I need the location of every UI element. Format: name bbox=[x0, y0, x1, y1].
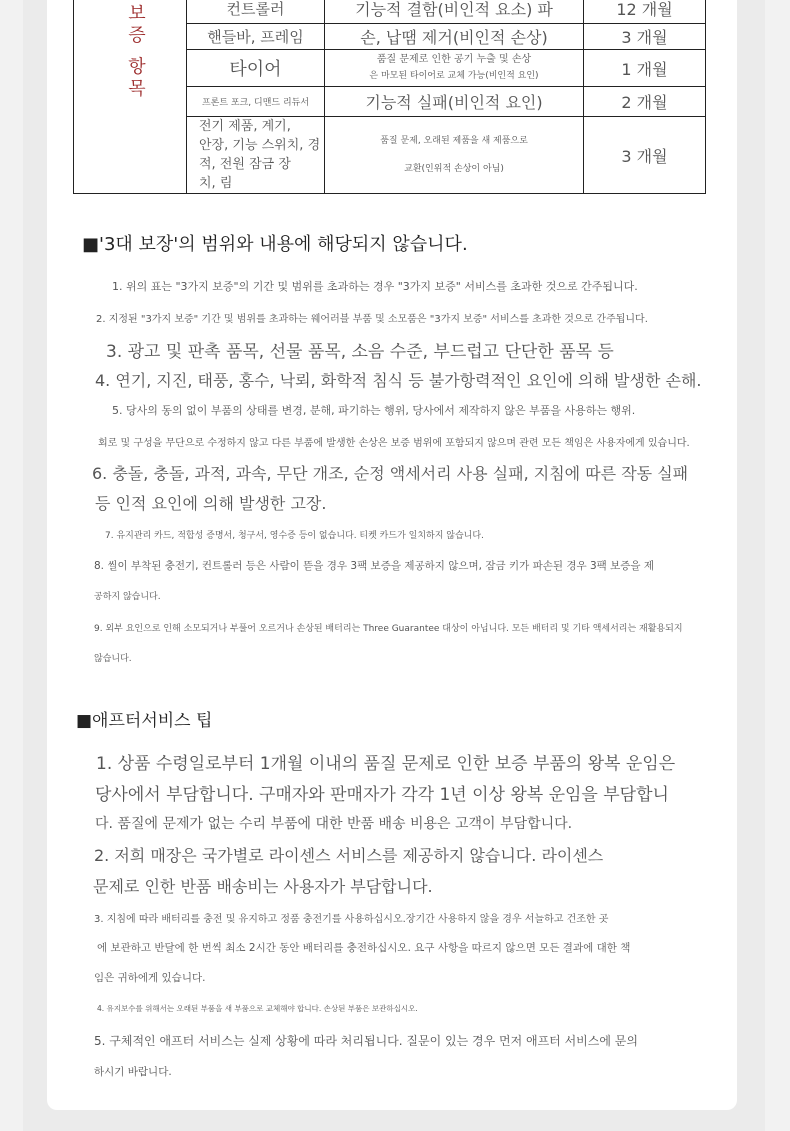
condition-line: 교환(인위적 손상이 아님) bbox=[404, 164, 504, 174]
after-service-line: 4. 유지보수를 위해서는 오래된 부품을 새 부품으로 교체해야 합니다. 손상된 부품은 보관하십시오. bbox=[97, 1004, 418, 1013]
condition-line: 품질 문제, 오래된 제품을 새 제품으로 bbox=[380, 136, 528, 146]
after-service-line: 하시기 바랍니다. bbox=[94, 1066, 172, 1078]
part-line: 전기 제품, 계기, bbox=[199, 119, 291, 134]
part-cell: 타이어 bbox=[187, 50, 325, 87]
period-cell: 3 개월 bbox=[584, 117, 706, 194]
period-cell: 3 개월 bbox=[584, 24, 706, 50]
after-service-line: 당사에서 부담합니다. 구매자와 판매자가 각각 1년 이상 왕복 운임을 부담합니 bbox=[95, 785, 669, 805]
table-row bbox=[74, 0, 706, 24]
condition-line: 은 마모된 타이어로 교체 가능(비인적 요인) bbox=[369, 71, 539, 81]
part-line: 치, 림 bbox=[199, 176, 233, 191]
exclusion-line: 8. 씰이 부착된 충전기, 컨트롤러 등은 사람이 뜯을 경우 3팩 보증을 제공하지 않으며, 잠금 키가 파손된 경우 3팩 보증을 제 bbox=[94, 560, 655, 572]
exclusion-line: 7. 유지관리 카드, 적합성 증명서, 청구서, 영수증 등이 없습니다. 티켓 카드가 일치하지 않습니다. bbox=[105, 531, 484, 541]
exclusion-line: 9. 외부 요인으로 인해 소모되거나 부풀어 오르거나 손상된 배터리는 Three Guarantee 대상이 아닙니다. 모든 배터리 및 기타 액세서리는 재활용되지 bbox=[94, 624, 683, 634]
part-cell: 핸들바, 프레임 bbox=[187, 24, 325, 50]
part-line: 적, 전원 잠금 장 bbox=[199, 157, 291, 172]
after-service-line: 5. 구체적인 애프터 서비스는 실제 상황에 따라 처리됩니다. 질문이 있는 경우 먼저 애프터 서비스에 문의 bbox=[94, 1034, 638, 1048]
condition-cell bbox=[325, 50, 584, 87]
exclusion-line: 않습니다. bbox=[94, 654, 132, 664]
period-cell: 12 개월 bbox=[584, 0, 706, 24]
condition-cell: 기능적 실패(비인적 요인) bbox=[325, 87, 584, 117]
after-service-title: ■애프터서비스 팁 bbox=[76, 711, 213, 731]
after-service-line: 임은 귀하에게 있습니다. bbox=[94, 972, 206, 984]
after-service-line: 에 보관하고 반달에 한 번씩 최소 2시간 동안 배터리를 충전하십시오. 요구 사항을 따르지 않으면 모든 결과에 대한 책 bbox=[97, 942, 631, 954]
after-service-line: 문제로 인한 반품 배송비는 사용자가 부담합니다. bbox=[93, 877, 433, 896]
exclusion-line: 4. 연기, 지진, 태풍, 홍수, 낙뢰, 화학적 침식 등 불가항력적인 요인에 의해 발생한 손해. bbox=[95, 371, 702, 390]
condition-cell: 손, 납땜 제거(비인적 손상) bbox=[325, 24, 584, 50]
part-cell bbox=[187, 117, 325, 194]
warranty-table bbox=[73, 0, 706, 194]
condition-cell: 기능적 결함(비인적 요소) 파 bbox=[325, 0, 584, 24]
period-cell: 2 개월 bbox=[584, 87, 706, 117]
after-service-line: 3. 지침에 따라 배터리를 충전 및 유지하고 정품 충전기를 사용하십시오.장기간 사용하지 않을 경우 서늘하고 건조한 곳 bbox=[94, 914, 609, 925]
part-cell: 컨트롤러 bbox=[187, 0, 325, 24]
after-service-line: 1. 상품 수령일로부터 1개월 이내의 품질 문제로 인한 보증 부품의 왕복 운임은 bbox=[96, 754, 676, 774]
exclusion-line: 등 인적 요인에 의해 발생한 고장. bbox=[95, 494, 327, 513]
after-service-line: 다. 품질에 문제가 없는 수리 부품에 대한 반품 배송 비용은 고객이 부담합니다. bbox=[95, 816, 573, 832]
exclusion-line: 6. 충돌, 충돌, 과적, 과속, 무단 개조, 순정 액세서리 사용 실패, 지침에 따른 작동 실패 bbox=[92, 464, 689, 483]
exclusions-title: ■'3대 보장'의 범위와 내용에 해당되지 않습니다. bbox=[82, 234, 468, 255]
category-cell bbox=[74, 0, 187, 194]
exclusion-line: 3. 광고 및 판촉 품목, 선물 품목, 소음 수준, 부드럽고 단단한 품목 등 bbox=[106, 342, 614, 362]
exclusion-line: 회로 및 구성을 무단으로 수정하지 않고 다른 부품에 발생한 손상은 보증 범위에 포함되지 않으며 관련 모든 책임은 사용자에게 있습니다. bbox=[98, 438, 690, 449]
condition-line: 품질 문제로 인한 공기 누출 및 손상 bbox=[376, 54, 532, 65]
part-cell: 프론트 포크, 디맨드 리듀서 bbox=[187, 87, 325, 117]
exclusion-line: 1. 위의 표는 "3가지 보증"의 기간 및 범위를 초과하는 경우 "3가지 보증" 서비스를 초과한 것으로 간주됩니다. bbox=[112, 280, 638, 293]
category-label: 보증 항목 bbox=[125, 3, 146, 101]
exclusion-line: 2. 지정된 "3가지 보증" 기간 및 범위를 초과하는 웨어러블 부품 및 소모품은 "3가지 보증" 서비스를 초과한 것으로 간주됩니다. bbox=[96, 314, 648, 325]
period-cell: 1 개월 bbox=[584, 50, 706, 87]
condition-cell bbox=[325, 117, 584, 194]
after-service-line: 2. 저희 매장은 국가별로 라이센스 서비스를 제공하지 않습니다. 라이센스 bbox=[94, 846, 604, 865]
exclusion-line: 5. 당사의 동의 없이 부품의 상태를 변경, 분해, 파기하는 행위, 당사에서 제작하지 않은 부품을 사용하는 행위. bbox=[112, 404, 636, 417]
exclusion-line: 공하지 않습니다. bbox=[94, 592, 161, 602]
part-line: 안장, 기능 스위치, 경 bbox=[199, 138, 321, 153]
